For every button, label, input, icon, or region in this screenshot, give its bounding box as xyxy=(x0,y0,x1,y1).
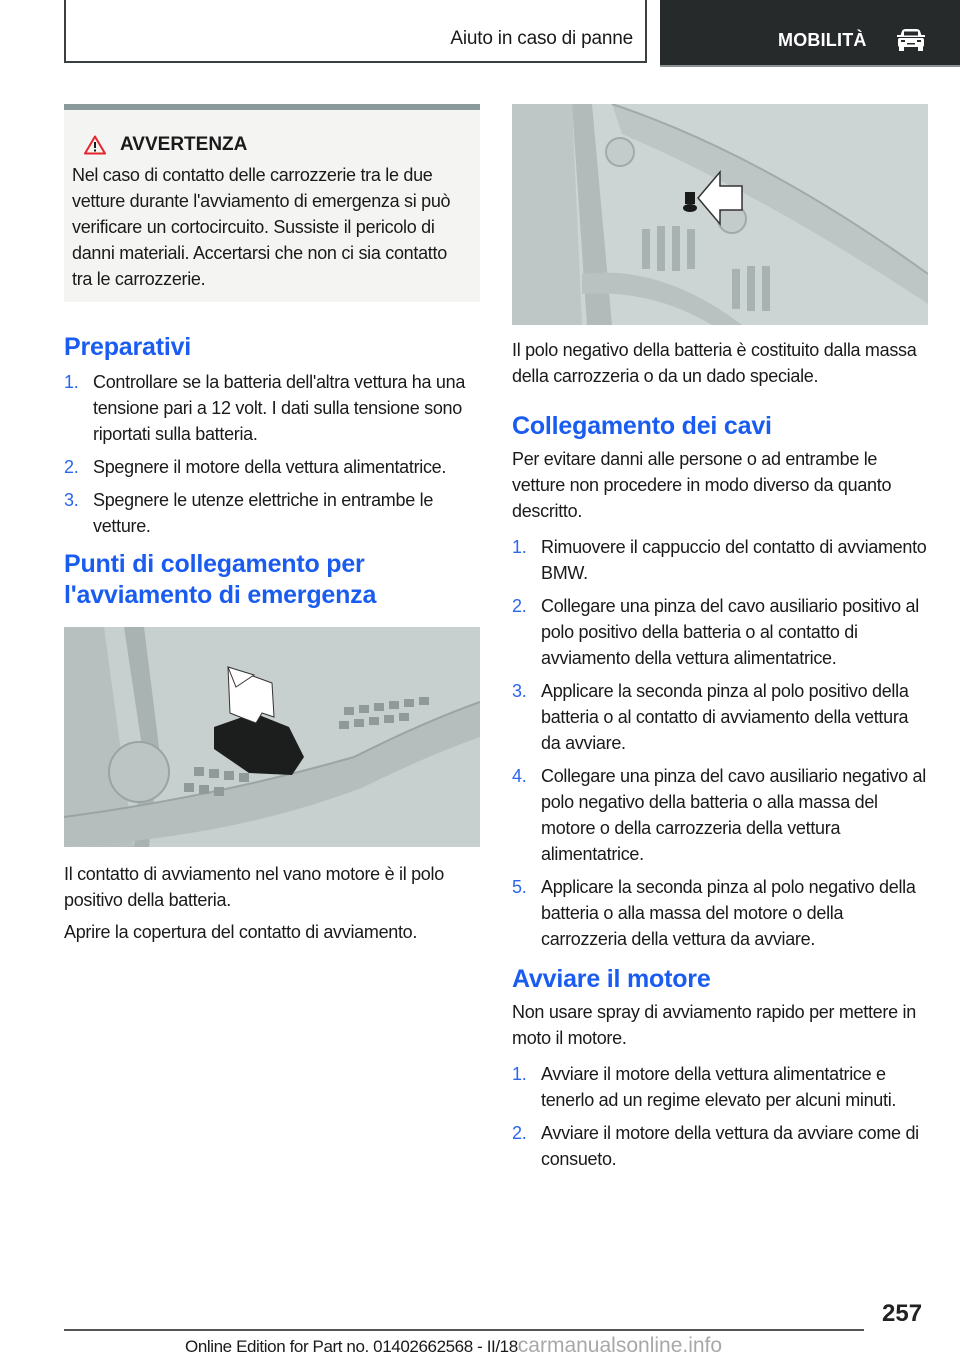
heading-collegamento-cavi: Collegamento dei cavi xyxy=(512,412,772,440)
list-item: 1. Rimuovere il cappuccio del contatto di avviamento BMW. xyxy=(512,537,927,583)
list-item: 2. Avviare il motore della vettura da avviare come di consueto. xyxy=(512,1123,919,1169)
ground-nut-illustration xyxy=(512,104,928,325)
list-item: 4. Collegare una pinza del cavo ausiliario negativo al polo negativo della batteria o alla massa del motore o della carrozzeria della vettura alimentatrice. xyxy=(512,766,926,864)
chapter-header-tab xyxy=(660,0,960,67)
list-item: 1. Controllare se la batteria dell'altra vettura ha una tensione pari a 12 volt. I dati sulla tensione sono riportati sulla batteria. xyxy=(64,372,466,444)
page-number: 257 xyxy=(882,1300,923,1327)
list-item: 2. Collegare una pinza del cavo ausiliario positivo al polo positivo della batteria o al contatto di avviamento della vettura alimentatrice. xyxy=(512,596,919,668)
list-item: 2. Spegnere il motore della vettura alimentatrice. xyxy=(64,457,447,477)
warning-text: Nel caso di contatto delle carrozzerie tra le due vetture durante l'avviamento di emergenza si può verificare un cortocircuito. Sussiste il pericolo di danni materiali. Accertarsi che non ci sia contatto tra le carrozzerie. xyxy=(72,165,451,289)
open-cover-instruction: Aprire la copertura del contatto di avviamento. xyxy=(64,922,418,942)
section-label: Aiuto in caso di panne xyxy=(450,28,633,49)
list-item: 5. Applicare la seconda pinza al polo negativo della batteria o alla massa del motore o della carrozzeria della vettura da avviare. xyxy=(512,877,916,949)
avviare-steps xyxy=(512,1061,928,1172)
collegamento-steps xyxy=(512,534,928,952)
preparativi-steps xyxy=(64,369,480,539)
engine-bay-ground-nut-image xyxy=(512,104,928,325)
heading-preparativi: Preparativi xyxy=(64,333,192,361)
heading-avviare-motore: Avviare il motore xyxy=(512,965,711,993)
list-item: 3. Spegnere le utenze elettriche in entrambe le vetture. xyxy=(64,490,434,536)
watermark-link[interactable]: carmanualsonline.info xyxy=(517,1334,723,1357)
edition-text: Online Edition for Part no. 01402662568 - II/18 xyxy=(185,1337,518,1356)
warning-title-row xyxy=(72,134,470,156)
right-column xyxy=(512,104,928,1179)
engine-bay-positive-terminal-image xyxy=(64,627,480,847)
warning-box xyxy=(64,104,480,302)
list-item: 3. Applicare la seconda pinza al polo positivo della batteria o al contatto di avviamento della vettura da avviare. xyxy=(512,681,909,753)
warning-title: AVVERTENZA xyxy=(120,134,248,155)
list-item: 1. Avviare il motore della vettura alimentatrice e tenerlo ad un regime elevato per alcuni minuti. xyxy=(512,1064,897,1110)
section-header-tab xyxy=(64,0,647,63)
positive-terminal-caption: Il contatto di avviamento nel vano motore è il polo positivo della batteria. xyxy=(64,864,444,910)
left-column xyxy=(64,104,480,945)
footer-rule xyxy=(64,1329,864,1331)
collegamento-intro: Per evitare danni alle persone o ad entrambe le vetture non procedere in modo diverso da quanto descritto. xyxy=(512,449,892,521)
negative-terminal-text: Il polo negativo della batteria è costituito dalla massa della carrozzeria o da un dado speciale. xyxy=(512,340,917,386)
car-icon xyxy=(896,28,926,52)
avviare-intro: Non usare spray di avviamento rapido per mettere in moto il motore. xyxy=(512,1002,916,1048)
warning-triangle-icon xyxy=(84,135,106,155)
chapter-label: MOBILITÀ xyxy=(778,30,867,50)
footer-edition xyxy=(185,1334,722,1358)
heading-punti-collegamento: Punti di collegamento per l'avviamento di emergenza xyxy=(64,550,377,609)
positive-terminal-illustration xyxy=(64,627,480,847)
